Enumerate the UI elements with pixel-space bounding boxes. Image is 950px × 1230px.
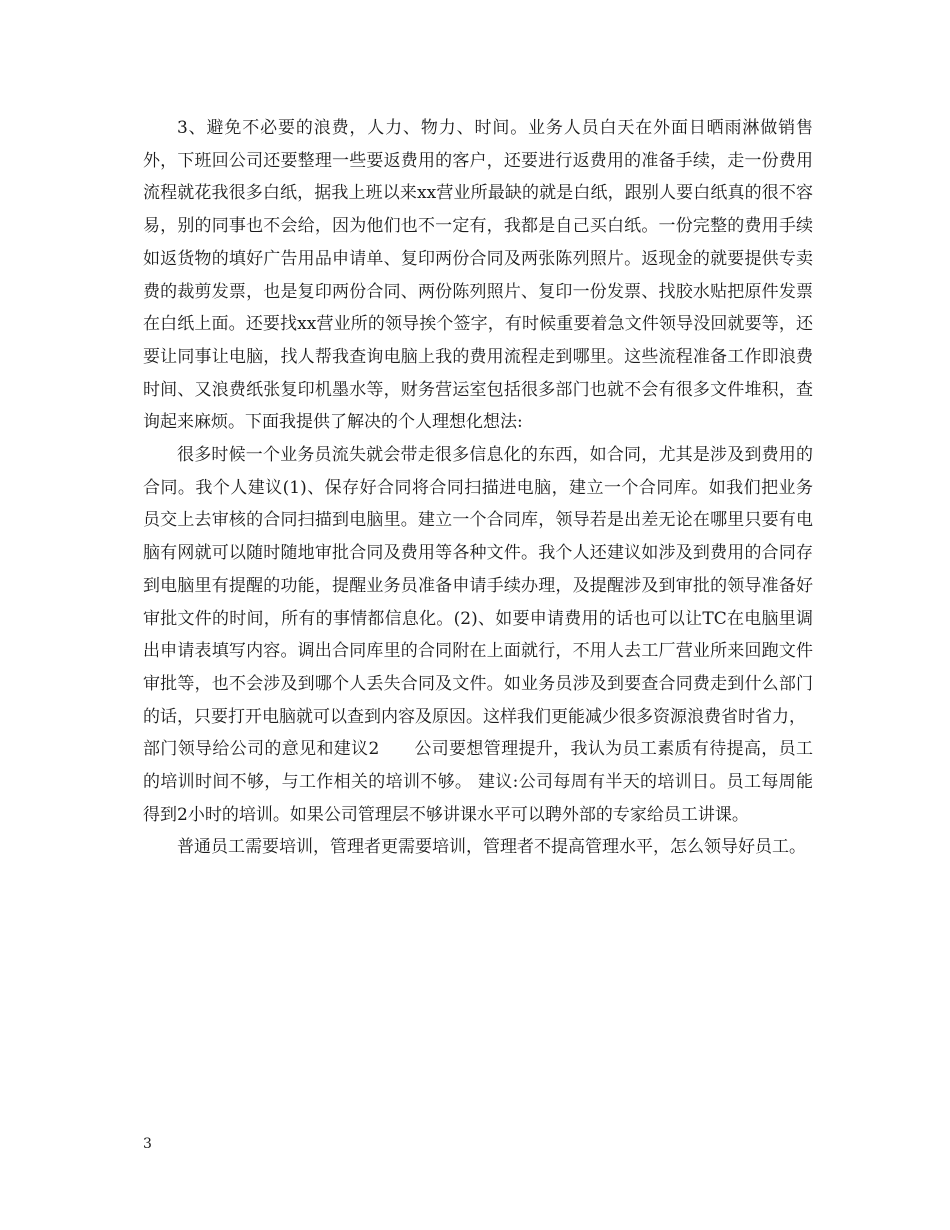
document-body — [143, 112, 813, 864]
paragraph-training-suggestion: 部门领导给公司的意见和建议2 公司要想管理提升，我认为员工素质有待提高，员工的培训时间不够，与工作相关的培训不够。 建议:公司每周有半天的培训日。员工每周能得到2小时的培训。如果公司管理层不够讲课水平可以聘外部的专家给员工讲课。 — [143, 739, 813, 825]
paragraph-contract-digitization: 很多时候一个业务员流失就会带走很多信息化的东西，如合同，尤其是涉及到费用的合同。我个人建议(1)、保存好合同将合同扫描进电脑，建立一个合同库。如我们把业务员交上去审核的合同扫描到电脑里。建立一个合同库，领导若是出差无论在哪里只要有电脑有网就可以随时随地审批合同及费用等各种文件。我个人还建议如涉及到费用的合同存到电脑里有提醒的功能，提醒业务员准备申请手续办理，及提醒涉及到审批的领导准备好审批文件的时间，所有的事情都信息化。(2)、如要申请费用的话也可以让TC在电脑里调出申请表填写内容。调出合同库里的合同附在上面就行，不用人去工厂营业所来回跑文件审批等，也不会涉及到哪个人丢失合同及文件。如业务员涉及到要查合同费走到什么部门的话，只要打开电脑就可以查到内容及原因。这样我们更能减少很多资源浪费省时省力， — [143, 445, 813, 727]
page-number: 3 — [143, 1136, 152, 1152]
paragraph-waste-avoidance: 3、避免不必要的浪费，人力、物力、时间。业务人员白天在外面日晒雨淋做销售外，下班回公司还要整理一些要返费用的客户，还要进行返费用的准备手续，走一份费用流程就花我很多白纸，据我上班以来xx营业所最缺的就是白纸，跟别人要白纸真的很不容易，别的同事也不会给，因为他们也不一定有，我都是自己买白纸。一份完整的费用手续如返货物的填好广告用品申请单、复印两份合同及两张陈列照片。返现金的就要提供专卖费的裁剪发票，也是复印两份合同、两份陈列照片、复印一份发票、找胶水贴把原件发票在白纸上面。还要找xx营业所的领导挨个签字，有时候重要着急文件领导没回就要等，还要让同事让电脑，找人帮我查询电脑上我的费用流程走到哪里。这些流程准备工作即浪费时间、又浪费纸张复印机墨水等，财务营运室包括很多部门也就不会有很多文件堆积，查询起来麻烦。下面我提供了解决的个人理想化想法: — [143, 118, 813, 433]
paragraph-manager-training: 普通员工需要培训，管理者更需要培训，管理者不提高管理水平，怎么领导好员工。 — [177, 837, 806, 858]
